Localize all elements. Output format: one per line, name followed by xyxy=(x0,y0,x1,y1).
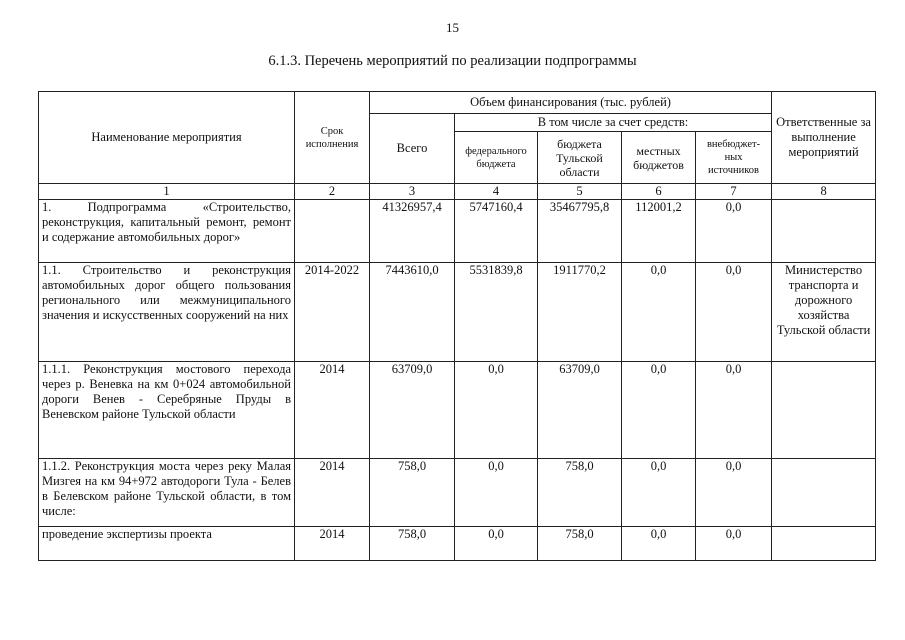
measure-local: 112001,2 xyxy=(622,200,696,263)
measure-name: 1.1. Строительство и реконструкция автомобильных дорог общего пользования регионального или межмуниципального значения и искусственных сооружений на них xyxy=(39,263,295,362)
measure-total: 758,0 xyxy=(370,527,455,561)
measure-term: 2014 xyxy=(295,459,370,527)
measure-federal: 0,0 xyxy=(455,362,538,459)
section-title: 6.1.3. Перечень мероприятий по реализации подпрограммы xyxy=(268,53,637,69)
column-number: 8 xyxy=(772,184,876,200)
measure-name: 1. Подпрограмма «Строительство, реконструкция, капитальный ремонт, ремонт и содержание автомобильных дорог» xyxy=(39,200,295,263)
measure-extra: 0,0 xyxy=(696,263,772,362)
measure-term: 2014 xyxy=(295,527,370,561)
measure-extra: 0,0 xyxy=(696,200,772,263)
header-volume: Объем финансирования (тыс. рублей) xyxy=(370,92,772,114)
column-number: 7 xyxy=(696,184,772,200)
table-row xyxy=(39,263,876,362)
header-including: В том числе за счет средств: xyxy=(455,114,772,132)
measure-term xyxy=(295,200,370,263)
measure-regional: 758,0 xyxy=(538,527,622,561)
measure-extra: 0,0 xyxy=(696,527,772,561)
measure-name: 1.1.2. Реконструкция моста через реку Малая Мизгея на км 94+972 автодороги Тула - Белев в Белевском районе Тульской области, в том числе: xyxy=(39,459,295,527)
column-number: 4 xyxy=(455,184,538,200)
measure-name: проведение экспертизы проекта xyxy=(39,527,295,561)
table-row xyxy=(39,527,876,561)
column-number: 2 xyxy=(295,184,370,200)
measure-responsible xyxy=(772,200,876,263)
measure-federal: 0,0 xyxy=(455,459,538,527)
measure-responsible xyxy=(772,362,876,459)
measure-total: 63709,0 xyxy=(370,362,455,459)
header-federal: федерального бюджета xyxy=(455,132,538,184)
measure-total: 7443610,0 xyxy=(370,263,455,362)
measure-responsible: Министерство транспорта и дорожного хозяйства Тульской области xyxy=(772,263,876,362)
measure-extra: 0,0 xyxy=(696,362,772,459)
table-row xyxy=(39,459,876,527)
measure-federal: 5531839,8 xyxy=(455,263,538,362)
header-extra: внебюджет-ных источников xyxy=(696,132,772,184)
measure-local: 0,0 xyxy=(622,263,696,362)
measure-extra: 0,0 xyxy=(696,459,772,527)
table-row xyxy=(39,362,876,459)
measures-table xyxy=(38,91,876,561)
header-term: Срок исполнения xyxy=(295,92,370,184)
measure-federal: 5747160,4 xyxy=(455,200,538,263)
measure-local: 0,0 xyxy=(622,527,696,561)
measure-regional: 1911770,2 xyxy=(538,263,622,362)
column-number: 1 xyxy=(39,184,295,200)
column-number: 5 xyxy=(538,184,622,200)
column-number: 3 xyxy=(370,184,455,200)
measure-regional: 758,0 xyxy=(538,459,622,527)
measure-responsible xyxy=(772,527,876,561)
measure-local: 0,0 xyxy=(622,362,696,459)
header-regional: бюджета Тульской области xyxy=(538,132,622,184)
measure-responsible xyxy=(772,459,876,527)
header-responsible: Ответственные за выполнение мероприятий xyxy=(772,92,876,184)
measure-local: 0,0 xyxy=(622,459,696,527)
header-local: местных бюджетов xyxy=(622,132,696,184)
measure-term: 2014 xyxy=(295,362,370,459)
measure-term: 2014-2022 xyxy=(295,263,370,362)
measure-total: 758,0 xyxy=(370,459,455,527)
measure-regional: 63709,0 xyxy=(538,362,622,459)
table-row xyxy=(39,200,876,263)
page-number: 15 xyxy=(446,20,459,35)
column-number: 6 xyxy=(622,184,696,200)
measure-total: 41326957,4 xyxy=(370,200,455,263)
header-name: Наименование мероприятия xyxy=(39,92,295,184)
measure-federal: 0,0 xyxy=(455,527,538,561)
measure-name: 1.1.1. Реконструкция мостового перехода через р. Веневка на км 0+024 автомобильной дороги Венев - Серебряные Пруды в Веневском районе Тульской области xyxy=(39,362,295,459)
header-total: Всего xyxy=(370,114,455,184)
measure-regional: 35467795,8 xyxy=(538,200,622,263)
